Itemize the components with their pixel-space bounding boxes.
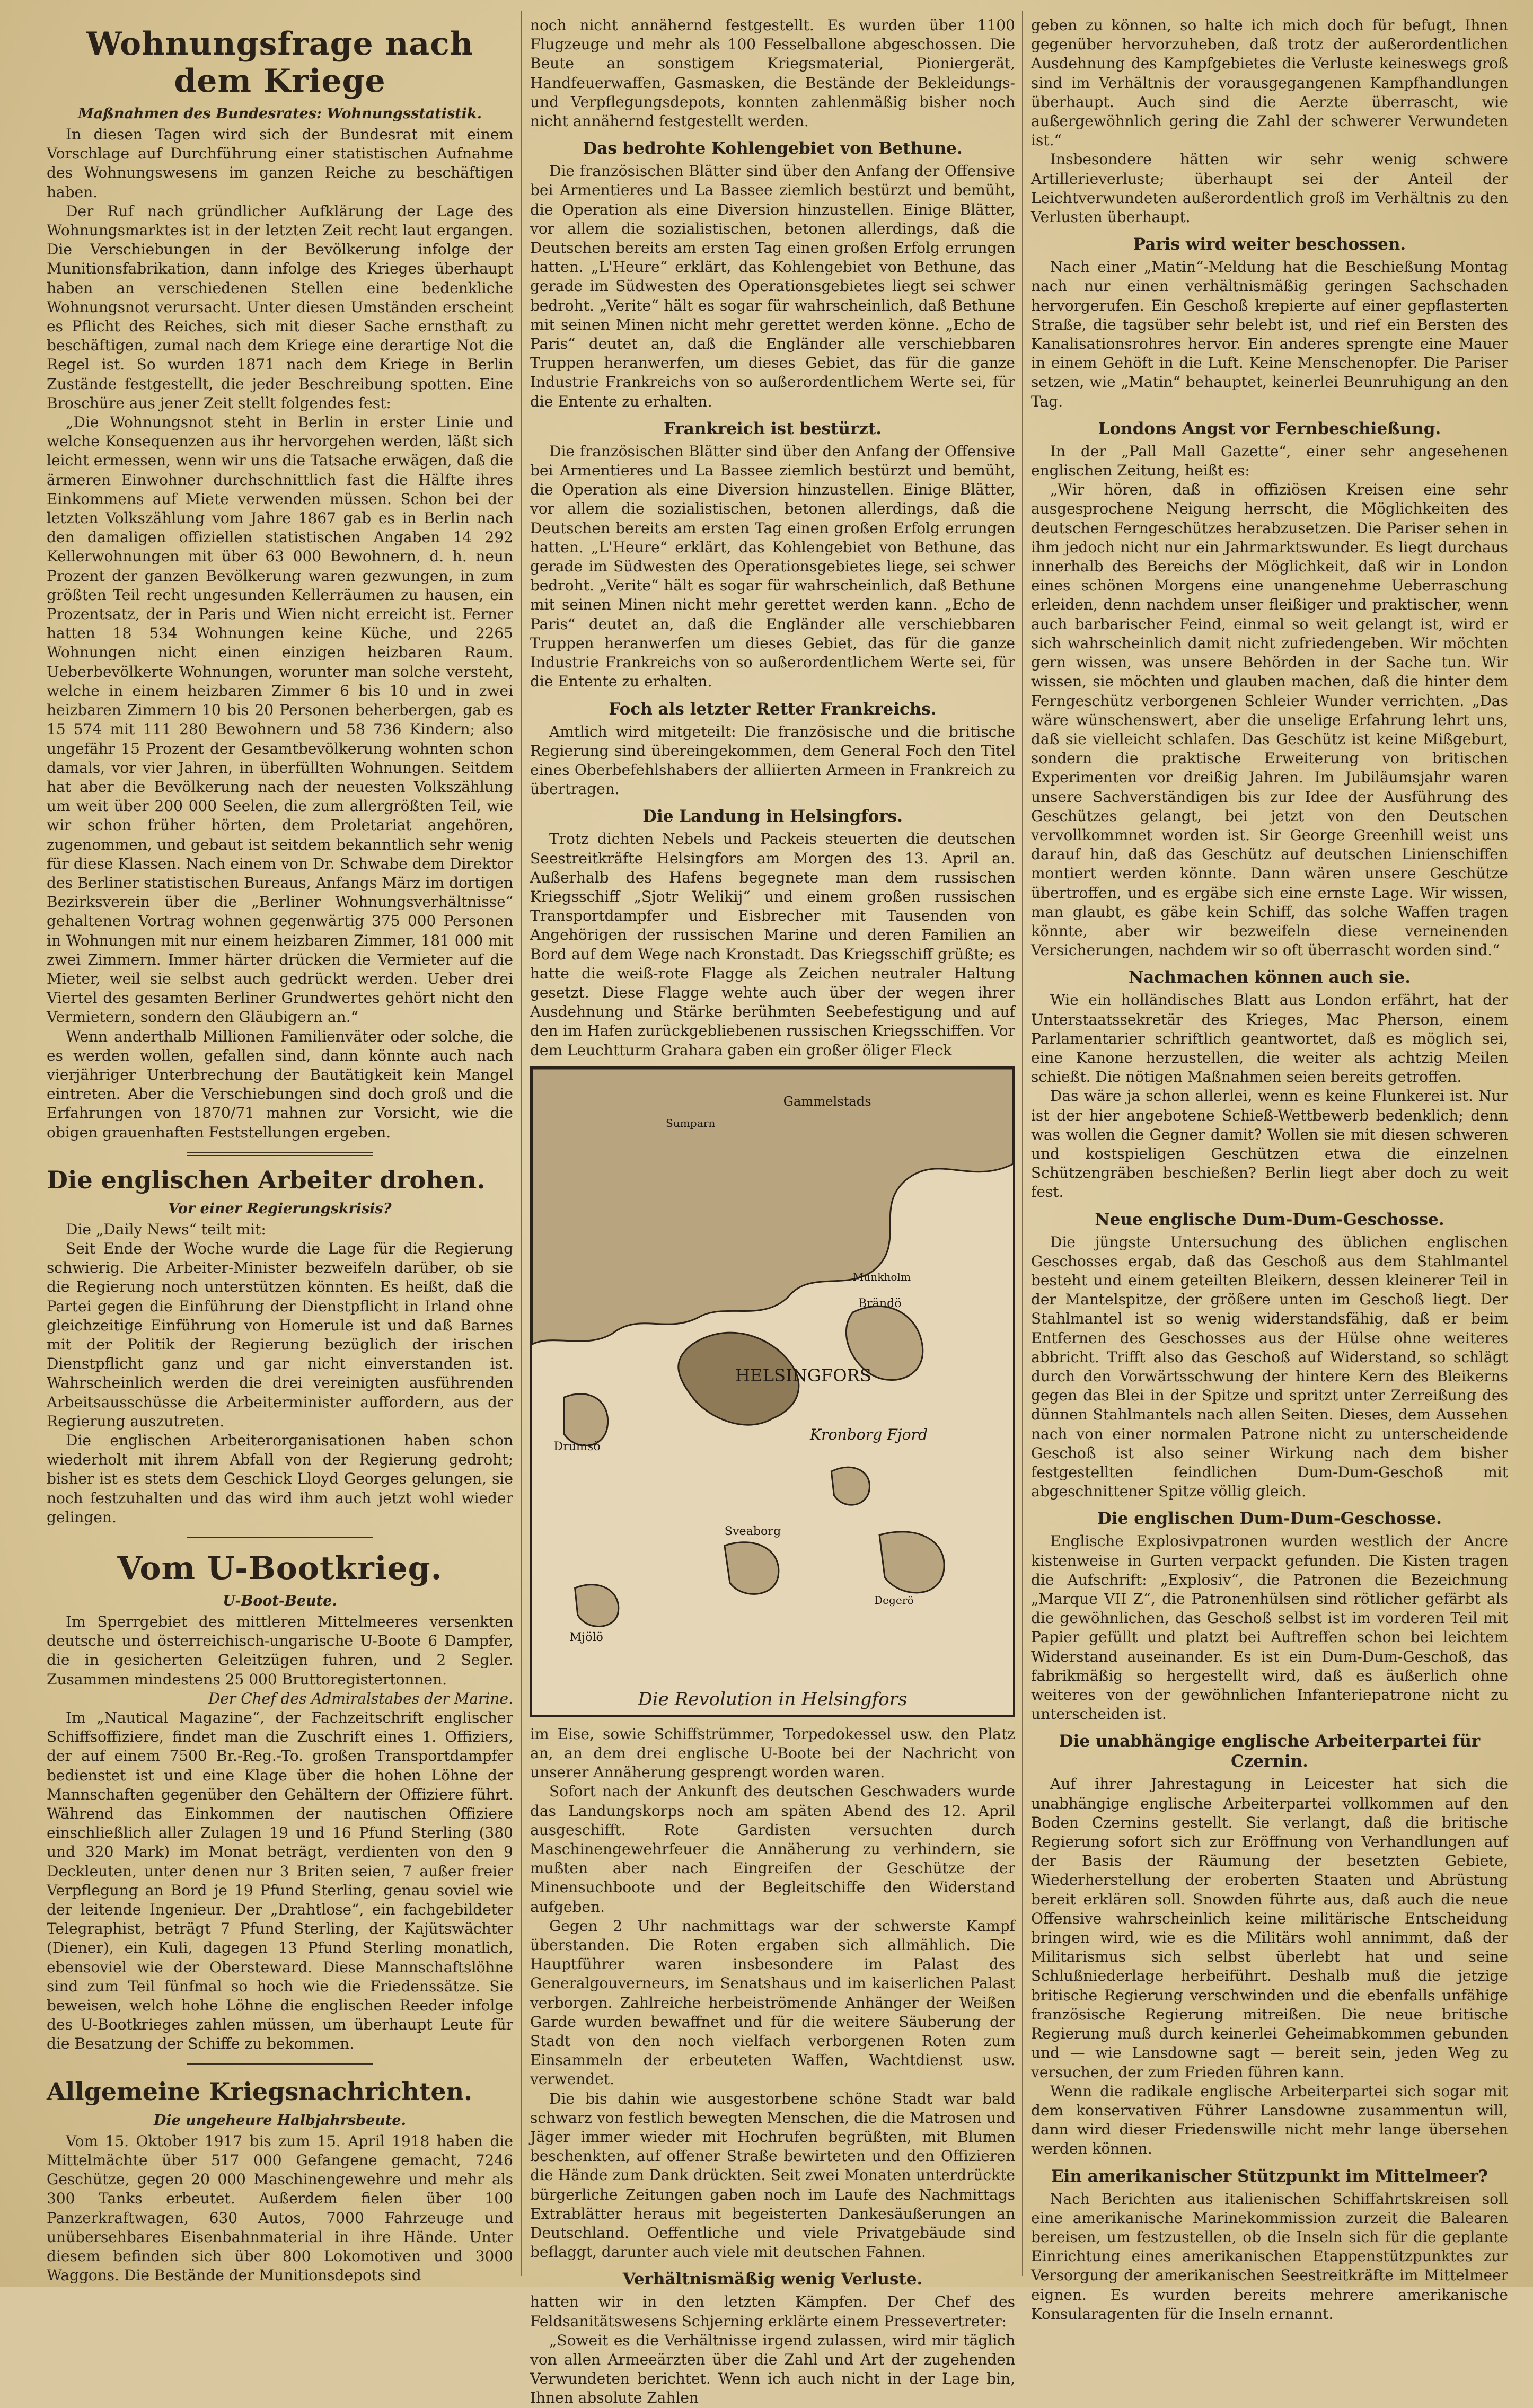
section-heading: Foch als letzter Retter Frankreichs. — [609, 699, 937, 719]
section-divider — [187, 2063, 373, 2067]
paragraph: „Wir hören, daß in offiziösen Kreisen eine sehr ausgesprochene Neigung herrscht, die Möglichkeiten des deutschen Ferngeschützes herabzusetzen. Die Pariser sehen in ihm jedoch nicht nur ein Jahrmarktswunder. Es liegt durchaus innerhalb des Bereichs der Möglichkeit, daß wir in London eines schönen Morgens eine unangenehme Ueberraschung erleiden, denn nachdem unser fleißiger und praktischer, wenn auch barbarischer Feind, einmal so weit gelangt ist, wird er sich wahrscheinlich damit nicht zufriedengeben. Wir möchten gern wissen, was unsere Behörden in der Sache tun. Wir wissen, sie möchten und glauben machen, daß die hinter dem Ferngeschütz verborgenen Schleier Wunder verrichten. „Das wäre wünschenswert, aber die unselige Erfahrung lehrt uns, daß sie vielleicht schlafen. Das Geschütz ist keine Mißgeburt, sondern die praktische Erweiterung von britischen Experimenten vor dreißig Jahren. Im Jubiläumsjahr waren unsere Sachverständigen bis zur Idee der Ausführung des Geschützes gelangt, bei jetzt von den Deutschen vervollkommnet worden ist. Sir George Greenhill weist uns darauf hin, daß das Geschütz auf deutschen Linienschiffen montiert werden könnte. Dann wären unsere Geschütze übertroffen, und es ergäbe sich eine ernste Lage. Wir wissen, man glaubt, es gäbe kein Schiff, das solche Waffen tragen könnte, aber wir bezweifeln diese verneinenden Versicherungen, nachdem wir so oft überrascht worden sind.“ — [1031, 481, 1508, 959]
paragraph: In der „Pall Mall Gazette“, einer sehr angesehenen englischen Zeitung, heißt es: — [1031, 442, 1508, 480]
subheadline: Maßnahmen des Bundesrates: Wohnungsstatistik. — [77, 105, 482, 122]
section-heading: Das bedrohte Kohlengebiet von Bethune. — [583, 139, 963, 158]
paragraph: In diesen Tagen wird sich der Bundesrat mit einem Vorschlage auf Durchführung einer statistischen Aufnahme des Wohnungswesens im ganzen Reiche zu beschäftigen haben. — [47, 126, 513, 201]
paragraph: Seit Ende der Woche wurde die Lage für die Regierung schwierig. Die Arbeiter-Minister bezweifeln darüber, ob sie die Regierung noch unterstützen könnten. Es heißt, daß die Partei gegen die Einführung der Dienstpflicht in Irland ohne gleichzeitige Einführung von Homerule ist und daß Barnes mit der Politik der Regierung bezüglich der irischen Dienstpflicht ganz und gar nicht einverstanden ist. Wahrscheinlich werden die drei vereinigten ausführenden Arbeitsausschüsse die Arbeiterminister auffordern, aus der Regierung auszutreten. — [47, 1239, 513, 1430]
section-heading: Die Landung in Helsingfors. — [642, 807, 903, 826]
paragraph: Auf ihrer Jahrestagung in Leicester hat sich die unabhängige englische Arbeiterpartei vollkommen auf den Boden Czernins gestellt. Sie verlangt, daß die britische Regierung sofort sich zur Eröffnung von Verhandlungen auf der Basis der Räumung der besetzten Gebiete, Wiederherstellung der eroberten Staaten und Abrüstung bereit erklären soll. Snowden führte aus, daß auch die neue Offensive wahrscheinlich keine militärische Entscheidung bringen wird, wie es die Militärs wohl annimmt, daß der Militarismus sich selbst überlebt hat und seine Schlußniederlage herbeiführt. Deshalb muß die jetzige britische Regierung verschwinden und die ebenfalls unfähige französische Regierung mitreißen. Die neue britische Regierung muß durch keinerlei Geheimabkommen gebunden und — wie Lansdowne sagt — bereit sein, jeden Weg zu versuchen, der zum Frieden führen kann. — [1031, 1775, 1508, 2081]
paragraph: Amtlich wird mitgeteilt: Die französische und die britische Regierung sind übereingekommen, dem General Foch den Titel eines Oberbefehlshabers der alliierten Armeen in Frankreich zu übertragen. — [530, 722, 1015, 798]
paragraph: Wenn die radikale englische Arbeiterpartei sich sogar mit dem konservativen Führer Lansdowne zusammentun will, dann wird dieser Friedenswille nicht mehr lange übersehen werden können. — [1031, 2082, 1508, 2158]
paragraph: Der Ruf nach gründlicher Aufklärung der Lage des Wohnungsmarktes ist in der letzten Zeit recht laut ergangen. Die Verschiebungen in der Bevölkerung infolge der Munitionsfabrikation, dann infolge des Krieges überhaupt haben an verschiedenen Stellen eine bedenkliche Wohnungsnot verursacht. Unter diesen Umständen erscheint es Pflicht des Reiches, sich mit dieser Sache ernsthaft zu beschäftigen, zumal nach dem Kriege eine derartige Not die Regel ist. So wurden 1871 nach dem Kriege in Berlin Zustände festgestellt, die jeder Beschreibung spotten. Eine Broschüre aus jener Zeit stellt folgendes fest: — [47, 202, 513, 412]
paragraph: Gegen 2 Uhr nachmittags war der schwerste Kampf überstanden. Die Roten ergaben sich allmählich. Die Hauptführer waren insbesondere im Palast des Generalgouverneurs, im Senatshaus und im kaiserlichen Palast verborgen. Zahlreiche herbeiströmende Anhänger der Weißen Garde wurden bewaffnet und für die weitere Säuberung der Stadt von den noch vielfach verborgenen Roten zum Einsammeln der erbeuteten Waffen, Wachtdienst usw. verwendet. — [530, 1917, 1015, 2088]
section-heading: Verhältnismäßig wenig Verluste. — [622, 2270, 923, 2289]
paragraph: Nach einer „Matin“-Meldung hat die Beschießung Montag nach nur einen verhältnismäßig geringen Sachschaden hervorgerufen. Ein Geschoß krepierte auf einer gepflasterten Straße, die tagsüber sehr belebt ist, und rief ein Bersten des Kanalisationsrohres hervor. Ein anderes sprengte eine Mauer in einem Gehöft in die Luft. Keine Menschenopfer. Die Pariser setzen, wie „Matin“ behauptet, keinerlei Beunruhigung an den Tag. — [1031, 258, 1508, 410]
paragraph: Die französischen Blätter sind über den Anfang der Offensive bei Armentieres und La Bassee ziemlich bestürzt und bemüht, die Operation als eine Diversion hinzustellen. Einige Blätter, vor allem die sozialistischen, betonen allerdings, daß die Deutschen bereits am ersten Tag einen großen Erfolg errungen hatten. „L'Heure“ erklärt, das Kohlengebiet von Bethune, das gerade im Südwesten des Operationsgebietes liegt sei schwer bedroht. „Verite“ hält es sogar für wahrscheinlich, daß Bethune mit seinen Minen nicht mehr gerettet werden könne. „Echo de Paris“ deutet an, daß die Engländer alle verschiebbaren Truppen heranwerfen, um dieses Gebiet, das für die ganze Industrie Frankreichs von so außerordentlichem Werte sei, für die Entente zu erhalten. — [530, 162, 1015, 410]
headline-allgemeine: Allgemeine Kriegsnachrichten. — [47, 2077, 473, 2106]
paragraph: Wenn anderthalb Millionen Familienväter oder solche, die es werden wollen, gefallen sind, dann könnte auch nach vierjähriger Unterbrechung der Bautätigkeit kein Mangel eintreten. Aber die Verschiebungen sind doch groß und die Erfahrungen von 1870/71 mahnen zur Vorsicht, wie die obigen grauenhaften Feststellungen ergeben. — [47, 1027, 513, 1141]
subheadline: U-Boot-Beute. — [223, 1593, 337, 1610]
paragraph: geben zu können, so halte ich mich doch für befugt, Ihnen gegenüber hervorzuheben, daß trotz der außerordentlichen Ausdehnung des Kampfgebietes die Verluste keineswegs groß sind im Verhältnis der vorausgegangenen Kampfhandlungen überhaupt. Auch sind die Aerzte überrascht, wie außergewöhnlich gering die Zahl der schwerer Verwundeten ist.“ — [1031, 16, 1508, 149]
paragraph: „Die Wohnungsnot steht in Berlin in erster Linie und welche Konsequenzen aus ihr hervorgehen werden, läßt sich leicht ermessen, wenn wir uns die Tatsache erwägen, daß die ärmeren Einwohner durchschnittlich fast die Hälfte ihres Einkommens auf Miete verwenden müssen. Schon bei der letzten Volkszählung vom Jahre 1867 gab es in Berlin nach den damaligen offiziellen statistischen Angaben 14 292 Kellerwohnungen mit über 63 000 Bewohnern, d. h. neun Prozent der ganzen Bevölkerung waren gezwungen, in zum größten Teil recht ungesunden Kellerräumen zu hausen, ein Prozentsatz, der in Paris und Wien nicht erreicht ist. Ferner hatten 18 534 Wohnungen keine Küche, und 2265 Wohnungen nicht einen einzigen heizbaren Raum. Ueberbevölkerte Wohnungen, worunter man solche versteht, welche in einem heizbaren Zimmer 6 bis 10 und in zwei heizbaren Zimmern 10 bis 20 Personen beherbergen, gab es 15 574 mit 111 280 Bewohnern und 58 736 Kindern; also ungefähr 15 Prozent der Gesamtbevölkerung wohnten schon damals, vor vier Jahren, in überfüllten Wohnungen. Seitdem hat aber die Bevölkerung nach der neuesten Volkszählung um weit über 200 000 Seelen, die zum allergrößten Teil, wie wir schon früher hörten, dem Proletariat angehören, zugenommen, und gebaut ist seitdem bekanntlich sehr wenig für diese Klassen. Nach einem von Dr. Schwabe dem Direktor des Berliner statistischen Bureaus, Anfangs März im dortigen Bezirksverein über die „Berliner Wohnungsverhältnisse“ gehaltenen Vortrag wohnen gegenwärtig 375 000 Personen in Wohnungen mit nur einem heizbaren Zimmer, 181 000 mit zwei Zimmern. Immer härter drücken die Vermieter auf die Mieter, weil sie selbst auch gedrückt werden. Ueber drei Viertel des gesamten Berliner Grundwertes gehört nicht den Vermietern, sondern den Gläubigern an.“ — [47, 413, 513, 1026]
paragraph: Nach Berichten aus italienischen Schiffahrtskreisen soll eine amerikanische Marinekommission zurzeit die Balearen bereisen, um festzustellen, ob die Inseln sich für die geplante Einrichtung eines amerikanischen Etappenstützpunktes zur Versorgung der amerikanischen Seestreitkräfte im Mittelmeer eignen. Es wurden bereits mehrere amerikanische Konsularagenten für die Inseln ernannt. — [1031, 2190, 1508, 2323]
map-label: HELSINGFORS — [735, 1365, 871, 1386]
paragraph: im Eise, sowie Schiffstrümmer, Torpedokessel usw. den Platz an, an dem drei englische U-Boote bei der Nachricht von unserer Annäherung gesprengt worden waren. — [530, 1725, 1015, 1781]
paragraph: Trotz dichten Nebels und Packeis steuerten die deutschen Seestreitkräfte Helsingfors am Morgen des 13. April an. Außerhalb des Hafens begegnete man dem russischen Kriegsschiff „Sjotr Welikij“ und einem großen russischen Transportdampfer und Eisbrecher mit Tausenden von Angehörigen der russischen Marine und deren Familien an Bord auf dem Wege nach Kronstadt. Das Kriegsschiff grüßte; es hatte die weiß-rote Flagge als Zeichen neutraler Haltung gesetzt. Diese Flagge wehte auch über der wegen ihrer Ausdehnung und Stärke berühmten Seebefestigung und auf den im Hafen zurückgebliebenen russischen Kriegsschiffen. Vor dem Leuchtturm Grahara gaben ein großer öliger Fleck — [530, 830, 1015, 1059]
section-heading: Nachmachen können auch sie. — [1128, 968, 1411, 987]
paragraph: Englische Explosivpatronen wurden westlich der Ancre kistenweise in Gurten verpackt gefunden. Die Kisten tragen die Aufschrift: „Explosiv“, die Patronen die Bezeichnung „Marque VII Z“, die Patronenhülsen sind rötlicher gefärbt als die gewöhnlichen, das Geschoß selbst ist im vorderen Teil mit Papier gefüllt und platzt bei Auftreffen schon bei leichtem Widerstand auseinander. Es ist ein Dum-Dum-Geschoß, das fabrikmäßig so hergestellt wird, daß es äußerlich ohne weiteres von der gewöhnlichen Infanteriepatrone nicht zu unterscheiden ist. — [1031, 1532, 1508, 1723]
section-heading: Die englischen Dum-Dum-Geschosse. — [1097, 1509, 1442, 1529]
map-drawing — [532, 1069, 1013, 1715]
map-label: Mjölö — [569, 1630, 603, 1644]
map-label: Gammelstads — [783, 1093, 871, 1109]
section-heading: Paris wird weiter beschossen. — [1133, 235, 1406, 254]
paragraph: Im „Nautical Magazine“, der Fachzeitschrift englischer Schiffsoffiziere, findet man die Zuschrift eines 1. Offiziers, der auf einem 7500 Br.-Reg.-To. großen Transportdampfer bedienstet ist und eine Klage über die hohen Löhne der Mannschaften gegenüber den Gehältern der Offiziere führt. Während das Einkommen der nautischen Offiziere einschließlich aller Zulagen 19 und 16 Pfund Sterling (380 und 320 Mark) im Monat beträgt, verdienten von den 9 Deckleuten, unter denen nur 3 Briten seien, 7 außer freier Verpflegung an Bord je 19 Pfund Sterling, genau soviel wie der leitende Ingenieur. Der „Drahtlose“, ein fachgebildeter Telegraphist, beträgt 7 Pfund Sterling, der Kajütswächter (Diener), ein Kuli, dagegen 13 Pfund Sterling monatlich, ebensoviel wie der Obersteward. Diese Mannschaftslöhne sind zum Teil fünfmal so hoch wie die Friedenssätze. Sie beweisen, welch hohe Löhne die englischen Reeder infolge des U-Bootkrieges zahlen müssen, um überhaupt Leute für die Besatzung der Schiffe zu bekommen. — [47, 1709, 513, 2053]
section-divider — [187, 1537, 373, 1540]
paragraph: Im Sperrgebiet des mittleren Mittelmeeres versenkten deutsche und österreichisch-ungarische U-Boote 6 Dampfer, die in gesicherten Geleitzügen fuhren, und 2 Segler. Zusammen mindestens 25 000 Bruttoregistertonnen. — [47, 1613, 513, 1688]
map-label: Degerö — [874, 1593, 914, 1607]
headline-uboot: Vom U-Bootkrieg. — [117, 1550, 443, 1587]
paragraph: noch nicht annähernd festgestellt. Es wurden über 1100 Flugzeuge und mehr als 100 Fesselballone abgeschossen. Die Beute an sonstigem Kriegsmaterial, Pioniergerät, Handfeuerwaffen, Gasmasken, die Bestände der Bekleidungs- und Verpflegungsdepots, konnten zahlenmäßig bisher noch nicht annähernd festgestellt werden. — [530, 16, 1015, 130]
headline-wohnungsfrage: Wohnungsfrage nach dem Kriege — [86, 25, 474, 100]
column-3 — [1031, 16, 1508, 2323]
paragraph: Insbesondere hätten wir sehr wenig schwere Artillerieverluste; überhaupt sei der Anteil der Leichtverwundeten außerordentlich groß im Verhältnis zu den Verlusten überhaupt. — [1031, 151, 1508, 226]
subheadline: Vor einer Regierungskrisis? — [168, 1200, 392, 1217]
paragraph: Vom 15. Oktober 1917 bis zum 15. April 1918 haben die Mittelmächte über 517 000 Gefangene gemacht, 7246 Geschütze, gegen 20 000 Maschinengewehre und mehr als 300 Tanks erbeutet. Außerdem fielen über 100 Panzerkraftwagen, 630 Autos, 7000 Fahrzeuge und unübersehbares Eisenbahnmaterial in ihre Hände. Unter diesem befinden sich über 800 Lokomotiven und 3000 Waggons. Die Bestände der Munitionsdepots sind — [47, 2132, 513, 2284]
subheadline: Die ungeheure Halbjahrsbeute. — [153, 2112, 406, 2129]
section-heading: Ein amerikanischer Stützpunkt im Mittelmeer? — [1051, 2166, 1488, 2186]
section-divider — [187, 1152, 373, 1156]
paragraph: Die jüngste Untersuchung des üblichen englischen Geschosses ergab, daß das Geschoß aus dem Stahlmantel besteht und einem geteilten Bleikern, dessen kleinerer Teil in der Mantelspitze, der größere unten im Geschoß liegt. Der Stahlmantel ist so wenig widerstandsfähig, daß er beim Entfernen des Geschosses aus der Hülse ohne weiteres abbricht. Trifft also das Geschoß auf Widerstand, so schlägt durch den Vorwärtsschwung der hintere Kern des Bleikerns gegen das Blei in der Spitze und spritzt unter Zerreißung des dünnen Stahlmantels nach allen Seiten. Dieses, dem Aussehen nach von einer normalen Patrone nicht zu unterscheidende Geschoß ist also seiner Wirkung nach dem bisher festgestellten feindlichen Dum-Dum-Geschoß mit abgeschnittener Spitze völlig gleich. — [1031, 1233, 1508, 1501]
section-heading: Die unabhängige englische Arbeiterpartei für Czernin. — [1059, 1732, 1481, 1771]
map-label: Sumparn — [665, 1116, 716, 1130]
section-heading: Neue englische Dum-Dum-Geschosse. — [1095, 1210, 1444, 1229]
column-2 — [530, 16, 1015, 2407]
paragraph: Die „Daily News“ teilt mit: — [66, 1220, 266, 1238]
column-rule — [1022, 11, 1023, 2276]
paragraph: Sofort nach der Ankunft des deutschen Geschwaders wurde das Landungskorps noch am späten Abend des 12. April ausgeschifft. Rote Gardisten versuchten durch Maschinengewehrfeuer die Annäherung zu verhindern, sie mußten aber nach Eingreifen der Geschütze der Minensuchboote und der Begleitschiffe den Widerstand aufgeben. — [530, 1783, 1015, 1916]
paragraph: Die französischen Blätter sind über den Anfang der Offensive bei Armentieres und La Bassee ziemlich bestürzt und bemüht, die Operation als eine Diversion hinzustellen. Einige Blätter, vor allem die sozialistischen, betonen allerdings, daß die Deutschen bereits am ersten Tag einen großen Erfolg errungen hatten. „L'Heure“ erklärt, das Kohlengebiet von Bethune, das gerade im Südwesten des Operationsgebietes liege, sei schwer bedroht. „Verite“ hält es sogar für wahrscheinlich, daß Bethune mit seinen Minen nicht mehr gerettet werden kann. „Echo de Paris“ deutet an, daß die Engländer alle verschiebbaren Truppen heranwerfen um dieses Gebiet, das für die ganze Industrie Frankreichs von so außerordentlichem Werte sei, für die Entente zu erhalten. — [530, 442, 1015, 691]
map-label: Brändö — [858, 1296, 902, 1310]
map-caption: Die Revolution in Helsingfors — [638, 1688, 908, 1710]
map-label: Sveaborg — [724, 1524, 781, 1538]
paragraph: Die englischen Arbeiterorganisationen haben schon wiederholt mit ihrem Abfall von der Regierung gedroht; bisher ist es stets dem Geschick Lloyd Georges gelungen, sie noch festzuhalten und das wird ihm auch jetzt wohl wieder gelingen. — [47, 1432, 513, 1526]
map-label: Kronborg Fjord — [810, 1425, 928, 1443]
column-rule — [521, 11, 522, 2276]
paragraph: Wie ein holländisches Blatt aus London erfährt, hat der Unterstaatssekretär des Krieges, Mac Pherson, einem Parlamentarier schriftlich geantwortet, daß es möglich sei, eine Kanone herzustellen, die weiter als achtzig Meilen schießt. Die nötigen Maßnahmen seien bereits getroffen. — [1031, 991, 1508, 1086]
map-label: Drumsö — [553, 1440, 601, 1453]
helsingfors-map — [530, 1066, 1015, 1717]
section-heading: Frankreich ist bestürzt. — [663, 419, 882, 438]
headline-arbeiter: Die englischen Arbeiter drohen. — [47, 1165, 486, 1194]
paragraph: „Soweit es die Verhältnisse irgend zulassen, wird mir täglich von allen Armeeärzten über die Zahl und Art der zugehenden Verwundeten berichtet. Wenn ich auch nicht in der Lage bin, Ihnen absolute Zahlen — [530, 2331, 1015, 2407]
map-label: Munkholm — [852, 1270, 911, 1283]
paragraph: Das wäre ja schon allerlei, wenn es keine Flunkerei ist. Nur ist der hier angebotene Schieß-Wettbewerb bedenklich; denn was wollen die Gegner damit? Wollen sie mit diesen schweren und kostspieligen Geschützen etwa die einzelnen Schützengräben beschießen? Berlin liegt aber doch zu weit fest. — [1031, 1087, 1508, 1201]
paragraph: Die bis dahin wie ausgestorbene schöne Stadt war bald schwarz von festlich bewegten Menschen, die die Matrosen und Jäger immer wieder mit Hochrufen begrüßten, mit Blumen beschenkten, auf offener Straße bewirteten und den Offizieren die Hände zum Dank drückten. Seit zwei Monaten unterdrückte bürgerliche Zeitungen gaben noch im Laufe des Nachmittags Extrablätter heraus mit begeisterten Dankesäußerungen an Deutschland. Oeffentliche und viele Privatgebäude sind beflaggt, darunter auch viele mit deutschen Fahnen. — [530, 2089, 1015, 2261]
signature-line: Der Chef des Admiralstabes der Marine. — [208, 1689, 513, 1707]
column-1 — [47, 16, 513, 2284]
paragraph: hatten wir in den letzten Kämpfen. Der Chef des Feldsanitätswesens Schjerning erklärte einem Pressevertreter: — [530, 2293, 1015, 2330]
section-heading: Londons Angst vor Fernbeschießung. — [1098, 419, 1441, 438]
